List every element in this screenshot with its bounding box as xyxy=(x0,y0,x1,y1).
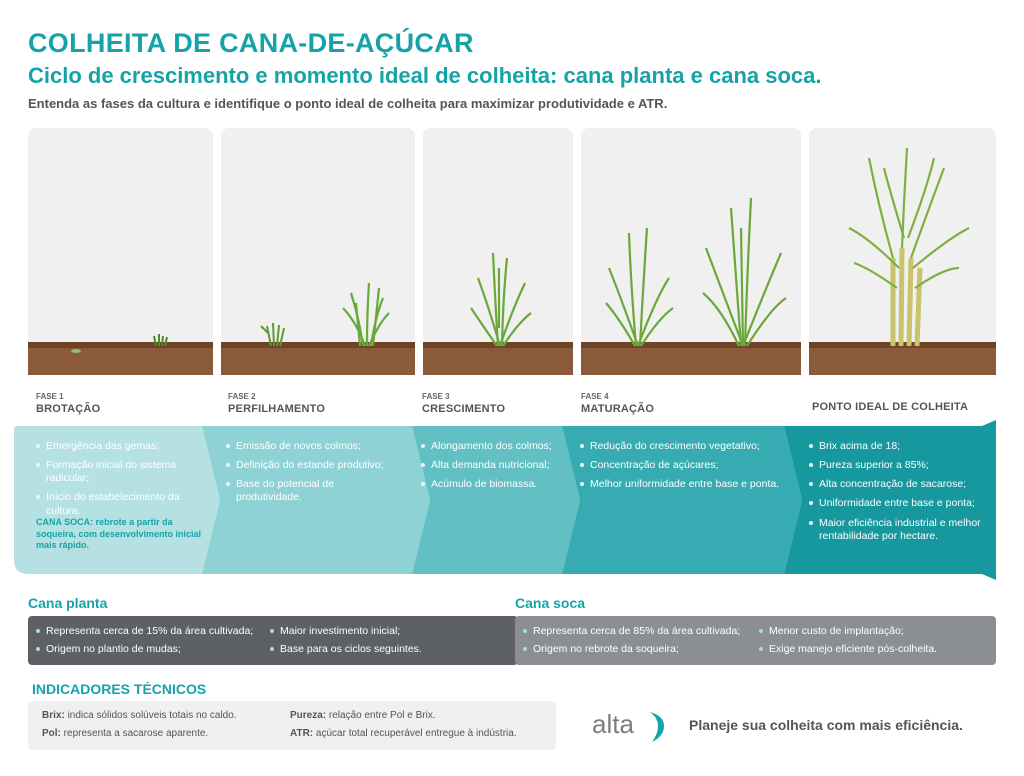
phase-2-number: FASE 2 xyxy=(228,392,256,401)
list-item: Concentração de açúcares; xyxy=(580,459,795,472)
phase-2-name: PERFILHAMENTO xyxy=(228,403,326,415)
page-subtitle: Ciclo de crescimento e momento ideal de colheita: cana planta e cana soca. xyxy=(28,63,822,88)
cana-soca-bar xyxy=(515,616,996,665)
indicator-term: Pol: xyxy=(42,728,61,739)
indicators-title: INDICADORES TÉCNICOS xyxy=(32,681,207,697)
phase-4-illustration xyxy=(581,128,801,375)
indicator-atr xyxy=(290,728,517,739)
harvest-bullets xyxy=(809,440,989,549)
phase-1-bullets xyxy=(36,440,201,524)
phase-2-bullets xyxy=(226,440,401,511)
harvest-illustration xyxy=(809,128,996,375)
phase-4-number: FASE 4 xyxy=(581,392,609,401)
phase-3-name: CRESCIMENTO xyxy=(422,403,506,415)
phase-4-bullets xyxy=(580,440,795,497)
list-item: Alta demanda nutricional; xyxy=(421,459,561,472)
indicator-term: Pureza: xyxy=(290,710,327,721)
indicator-desc: representa a sacarose aparente. xyxy=(63,728,209,739)
phase-4-heading xyxy=(581,392,654,415)
indicator-desc: relação entre Pol e Brix. xyxy=(328,710,436,721)
cana-planta-item: Base para os ciclos seguintes. xyxy=(270,643,422,655)
cana-soca-note: CANA SOCA: rebrote a partir da soqueira, com desenvolvimento inicial mais rápido. xyxy=(36,517,202,551)
phase-4-name: MATURAÇÃO xyxy=(581,403,655,415)
phase-3-number: FASE 3 xyxy=(422,392,450,401)
phase-1-illustration xyxy=(28,128,213,375)
cana-soca-item: Menor custo de implantação; xyxy=(759,625,904,637)
phase-3-heading xyxy=(422,392,505,415)
cana-planta-item: Maior investimento inicial; xyxy=(270,625,400,637)
list-item: Redução do crescimento vegetativo; xyxy=(580,440,795,453)
indicators-box xyxy=(28,701,556,750)
harvest-heading xyxy=(812,401,968,413)
list-item: Alta concentração de sacarose; xyxy=(809,478,989,491)
cana-soca-item: Exige manejo eficiente pós-colheita. xyxy=(759,643,937,655)
list-item: Acúmulo de biomassa. xyxy=(421,478,561,491)
list-item: Alongamento dos colmos; xyxy=(421,440,561,453)
alta-logo xyxy=(592,706,672,744)
cana-soca-item: Origem no rebrote da soqueira; xyxy=(523,643,679,655)
indicator-pureza xyxy=(290,710,436,721)
cana-planta-item: Origem no plantio de mudas; xyxy=(36,643,181,655)
footer-tagline: Planeje sua colheita com mais eficiência. xyxy=(689,717,963,733)
cana-planta-title: Cana planta xyxy=(28,595,108,611)
list-item: Base do potencial de produtividade. xyxy=(226,478,401,504)
cana-soca-item: Representa cerca de 85% da área cultivada; xyxy=(523,625,740,637)
list-item: Início do estabelecimento da cultura. xyxy=(36,491,201,517)
indicator-brix xyxy=(42,710,237,721)
page-lead: Entenda as fases da cultura e identifique o ponto ideal de colheita para maximizar produtividade e ATR. xyxy=(28,96,668,111)
list-item: Melhor uniformidade entre base e ponta. xyxy=(580,478,795,491)
list-item: Emissão de novos colmos; xyxy=(226,440,401,453)
page-title: COLHEITA DE CANA-DE-AÇÚCAR xyxy=(28,28,474,58)
phase-3-bullets xyxy=(421,440,561,497)
logo-text: alta xyxy=(592,709,634,739)
list-item: Formação inicial do sistema radicular; xyxy=(36,459,201,485)
cana-planta-bar xyxy=(28,616,518,665)
cana-soca-title: Cana soca xyxy=(515,595,586,611)
phase-2-illustration xyxy=(221,128,415,375)
list-item: Emergência das gemas; xyxy=(36,440,201,453)
list-item: Brix acima de 18; xyxy=(809,440,989,453)
phase-1-number: FASE 1 xyxy=(36,392,64,401)
indicator-desc: açúcar total recuperável entregue à indústria. xyxy=(315,728,517,739)
harvest-name: PONTO IDEAL DE COLHEITA xyxy=(812,401,969,413)
indicator-term: ATR: xyxy=(290,728,314,739)
indicator-term: Brix: xyxy=(42,710,65,721)
indicator-pol xyxy=(42,728,208,739)
phase-3-illustration xyxy=(423,128,573,375)
phase-2-heading xyxy=(228,392,325,415)
list-item: Uniformidade entre base e ponta; xyxy=(809,497,989,510)
phase-1-heading xyxy=(36,392,100,415)
list-item: Maior eficiência industrial e melhor rentabilidade por hectare. xyxy=(809,517,989,543)
list-item: Pureza superior a 85%; xyxy=(809,459,989,472)
cana-planta-item: Representa cerca de 15% da área cultivada; xyxy=(36,625,253,637)
phase-1-name: BROTAÇÃO xyxy=(36,403,101,415)
list-item: Definição do estande produtivo; xyxy=(226,459,401,472)
indicator-desc: indica sólidos solúveis totais no caldo. xyxy=(67,710,237,721)
